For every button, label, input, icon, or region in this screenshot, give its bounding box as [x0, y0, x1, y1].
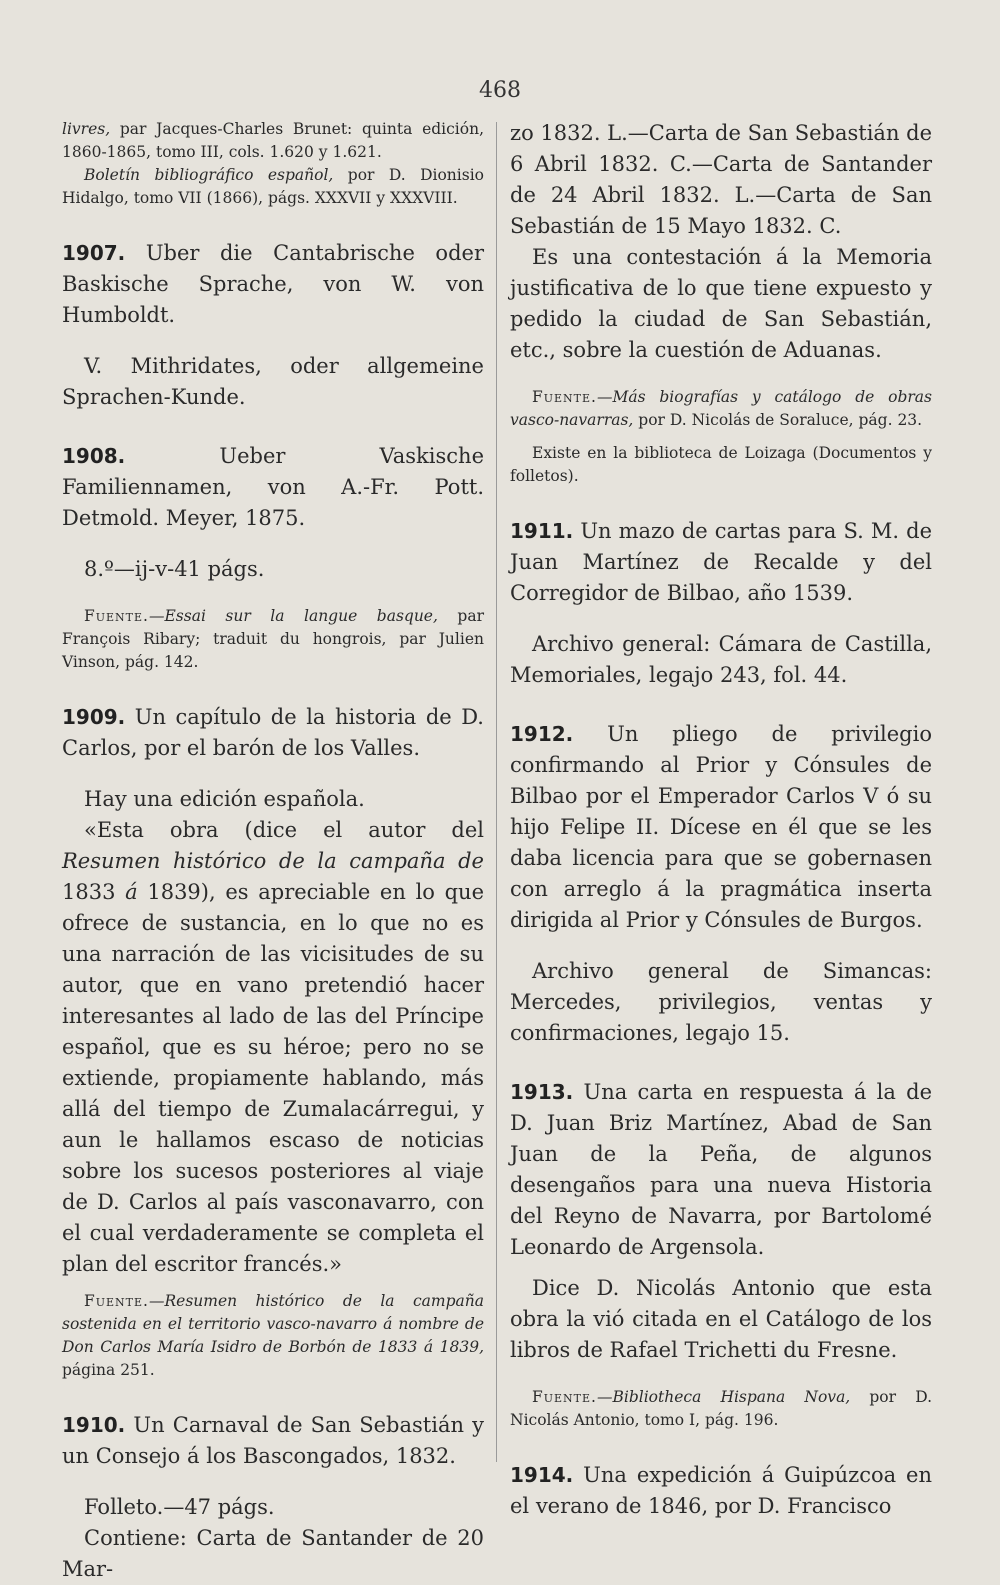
entry-note: Hay una edición española.: [84, 787, 365, 811]
source-text: por D. Nicolás Antonio, tomo I, pág. 196.: [510, 1388, 932, 1429]
source-label: Fuente.: [84, 1292, 149, 1310]
entry-1911: [510, 516, 932, 609]
entry-source: [62, 1290, 484, 1382]
entry-number: 1907.: [62, 241, 126, 265]
entry-title: Ueber Vaskische Familiennamen, von A.-Fr. Pott. Detmold. Meyer, 1875.: [62, 444, 484, 530]
intro-text-1: par Jacques-Charles Brunet: quinta edición, 1860-1865, tomo III, cols. 1.620 y 1.621.: [62, 120, 484, 161]
quote-text: 1833: [62, 880, 126, 904]
source-label: Fuente.: [532, 1388, 597, 1406]
source-title: —Más biografías y catálogo de obras vasco-navarras,: [510, 388, 932, 429]
entry-source: [62, 605, 484, 674]
entry-number: 1908.: [62, 444, 126, 468]
entry-title: Un mazo de cartas para S. M. de Juan Martínez de Recalde y del Corregidor de Bilbao, año 1539.: [510, 519, 932, 605]
right-column: [510, 118, 932, 1522]
entry-source: [510, 1386, 932, 1432]
column-divider: [496, 122, 497, 1462]
entry-archive: Archivo general de Simancas: Mercedes, privilegios, ventas y confirmaciones, legajo 15.: [510, 959, 932, 1045]
source-label: Fuente.: [532, 388, 597, 406]
entry-location: Existe en la biblioteca de Loizaga (Documentos y folletos).: [510, 444, 932, 485]
left-column: [62, 118, 484, 1585]
entry-title: Un capítulo de la historia de D. Carlos, por el barón de los Valles.: [62, 705, 484, 760]
quote-text: «Esta obra (dice el autor del: [84, 818, 484, 842]
entry-source: [510, 386, 932, 432]
entry-title: Uber die Cantabrische oder Baskische Sprache, von W. von Humboldt.: [62, 241, 484, 327]
entry-1913: [510, 1077, 932, 1263]
entry-1914: [510, 1460, 932, 1522]
quote-text: á: [125, 880, 138, 904]
entry-number: 1913.: [510, 1080, 574, 1104]
entry-pages: Folleto.—47 págs.: [84, 1495, 275, 1519]
entry-1910: [62, 1410, 484, 1472]
source-title: —Resumen histórico de la campaña sostenida en el territorio vasco-navarro á nombre de Don Carlos María Isidro de Borbón de 1833 á 1839,: [62, 1292, 484, 1356]
source-text: página 251.: [62, 1361, 155, 1379]
intro-reference-1: [62, 118, 484, 164]
source-label: Fuente.: [84, 607, 149, 625]
entry-quote: [62, 815, 484, 1280]
entry-number: 1914.: [510, 1463, 574, 1487]
entry-1908: [62, 441, 484, 534]
source-title: —Essai sur la langue basque,: [148, 607, 438, 625]
intro-title-1: livres,: [62, 120, 111, 138]
entry-title: Una expedición á Guipúzcoa en el verano de 1846, por D. Francisco: [510, 1463, 932, 1518]
entry-number: 1912.: [510, 722, 574, 746]
entry-1909: [62, 702, 484, 764]
source-text: por D. Nicolás de Soraluce, pág. 23.: [633, 411, 923, 429]
entry-number: 1909.: [62, 705, 126, 729]
entry-note: Dice D. Nicolás Antonio que esta obra la vió citada en el Catálogo de los libros de Rafael Trichetti du Fresne.: [510, 1276, 932, 1362]
intro-text-2: por D. Dionisio Hidalgo, tomo VII (1866), págs. XXXVII y XXXVIII.: [62, 166, 484, 207]
quote-text: 1839), es apreciable en lo que ofrece de sustancia, en lo que no es una narración de las vicisitudes de su autor, que en vano pretendió hacer interesantes al lado de las del Príncipe español, que es su héroe; pero no se extiende, propiamente hablando, más allá del tiempo de Zumalacárregui, y aun le hallamos escaso de noticias sobre los sucesos posteriores al viaje de D. Carlos al país vasconavarro, con el cual verdaderamente se completa el plan del escritor francés.»: [62, 880, 485, 1276]
entry-title: Un pliego de privilegio confirmando al Prior y Cónsules de Bilbao por el Emperador Carlos V ó su hijo Felipe II. Dícese en él que se les daba licencia para que se gobernasen con arreglo á la pragmática inserta dirigida al Prior y Cónsules de Burgos.: [510, 722, 932, 932]
entry-1912: [510, 719, 932, 936]
intro-title-2: Boletín bibliográfico español,: [84, 166, 334, 184]
entry-contents-continued: zo 1832. L.—Carta de San Sebastián de 6 Abril 1832. C.—Carta de Santander de 24 Abril 1832. L.—Carta de San Sebastián de 15 Mayo 1832. C.: [510, 121, 933, 238]
entry-title: Un Carnaval de San Sebastián y un Consejo á los Bascongados, 1832.: [62, 1413, 484, 1468]
entry-note: Es una contestación á la Memoria justificativa de lo que tiene expuesto y pedido la ciudad de San Sebastián, etc., sobre la cuestión de Aduanas.: [510, 245, 932, 362]
entry-1907: [62, 238, 484, 331]
entry-title: Una carta en respuesta á la de D. Juan Briz Martínez, Abad de San Juan de la Peña, de algunos desengaños para una nueva Historia del Reyno de Navarra, por Bartolomé Leonardo de Argensola.: [510, 1080, 932, 1259]
entry-pages: 8.º—ij-v-41 págs.: [84, 557, 265, 581]
entry-number: 1910.: [62, 1413, 126, 1437]
source-title: —Bibliotheca Hispana Nova,: [596, 1388, 851, 1406]
entry-note: V. Mithridates, oder allgemeine Sprachen-Kunde.: [62, 354, 484, 409]
quote-title: Resumen histórico de la campaña de: [62, 849, 484, 873]
entry-archive: Archivo general: Cámara de Castilla, Memoriales, legajo 243, fol. 44.: [510, 632, 932, 687]
entry-number: 1911.: [510, 519, 574, 543]
page-number: 468: [479, 78, 521, 103]
entry-contents: Contiene: Carta de Santander de 20 Mar-: [62, 1526, 484, 1581]
source-text: par François Ribary; traduit du hongrois, par Julien Vinson, pág. 142.: [62, 607, 484, 671]
intro-reference-2: [62, 164, 484, 210]
